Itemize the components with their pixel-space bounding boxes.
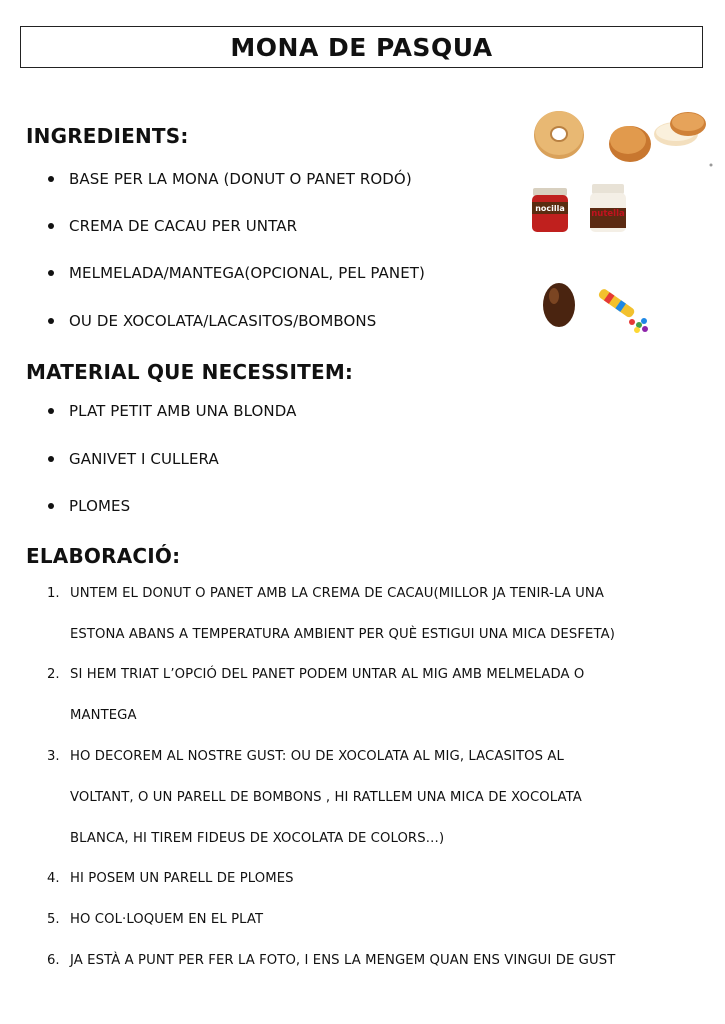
nocilla-jar-image [530, 186, 570, 234]
step-number: 1. [47, 586, 60, 601]
bullet-icon [48, 456, 54, 462]
bread-roll-image [604, 108, 716, 168]
step-text: VOLTANT, O UN PARELL DE BOMBONS , HI RATLLEM UNA MICA DE XOCOLATA [70, 790, 582, 805]
nutella-jar-image [588, 182, 628, 234]
bullet-icon [48, 223, 54, 229]
bullet-icon [48, 503, 54, 509]
donut-image [528, 104, 590, 164]
material-heading: MATERIAL QUE NECESSITEM: [26, 360, 354, 384]
step-number: 2. [47, 667, 60, 682]
step-number: 6. [47, 953, 60, 968]
step-number: 3. [47, 749, 60, 764]
step-number: 5. [47, 912, 60, 927]
title-box [20, 26, 703, 68]
chocolate-egg-image [538, 278, 580, 330]
step-text: HO COL·LOQUEM EN EL PLAT [70, 912, 264, 927]
step-text: SI HEM TRIAT L’OPCIÓ DEL PANET PODEM UNTAR AL MIG AMB MELMELADA O [70, 667, 585, 682]
elaboracio-heading: ELABORACIÓ: [26, 544, 181, 568]
page-title: MONA DE PASQUA [230, 32, 493, 62]
step-text: HO DECOREM AL NOSTRE GUST: OU DE XOCOLATA AL MIG, LACASITOS AL [70, 749, 564, 764]
nocilla-label: nocilla [535, 204, 565, 213]
bullet-icon [48, 408, 54, 414]
step-text: JA ESTÀ A PUNT PER FER LA FOTO, I ENS LA MENGEM QUAN ENS VINGUI DE GUST [70, 953, 616, 968]
step-text: UNTEM EL DONUT O PANET AMB LA CREMA DE CACAU(MILLOR JA TENIR-LA UNA [70, 586, 605, 601]
bullet-icon [48, 270, 54, 276]
step-text: BLANCA, HI TIREM FIDEUS DE XOCOLATA DE COLORS…) [70, 831, 445, 846]
nutella-label: nutella [591, 209, 625, 219]
lacasitos-image [592, 286, 652, 334]
step-number: 4. [47, 871, 60, 886]
bullet-icon [48, 318, 54, 324]
step-text: HI POSEM UN PARELL DE PLOMES [70, 871, 294, 886]
step-text: ESTONA ABANS A TEMPERATURA AMBIENT PER QUÈ ESTIGUI UNA MICA DESFETA) [70, 627, 615, 642]
step-text: MANTEGA [70, 708, 137, 723]
ingredients-heading: INGREDIENTS: [26, 124, 189, 148]
bullet-icon [48, 176, 54, 182]
